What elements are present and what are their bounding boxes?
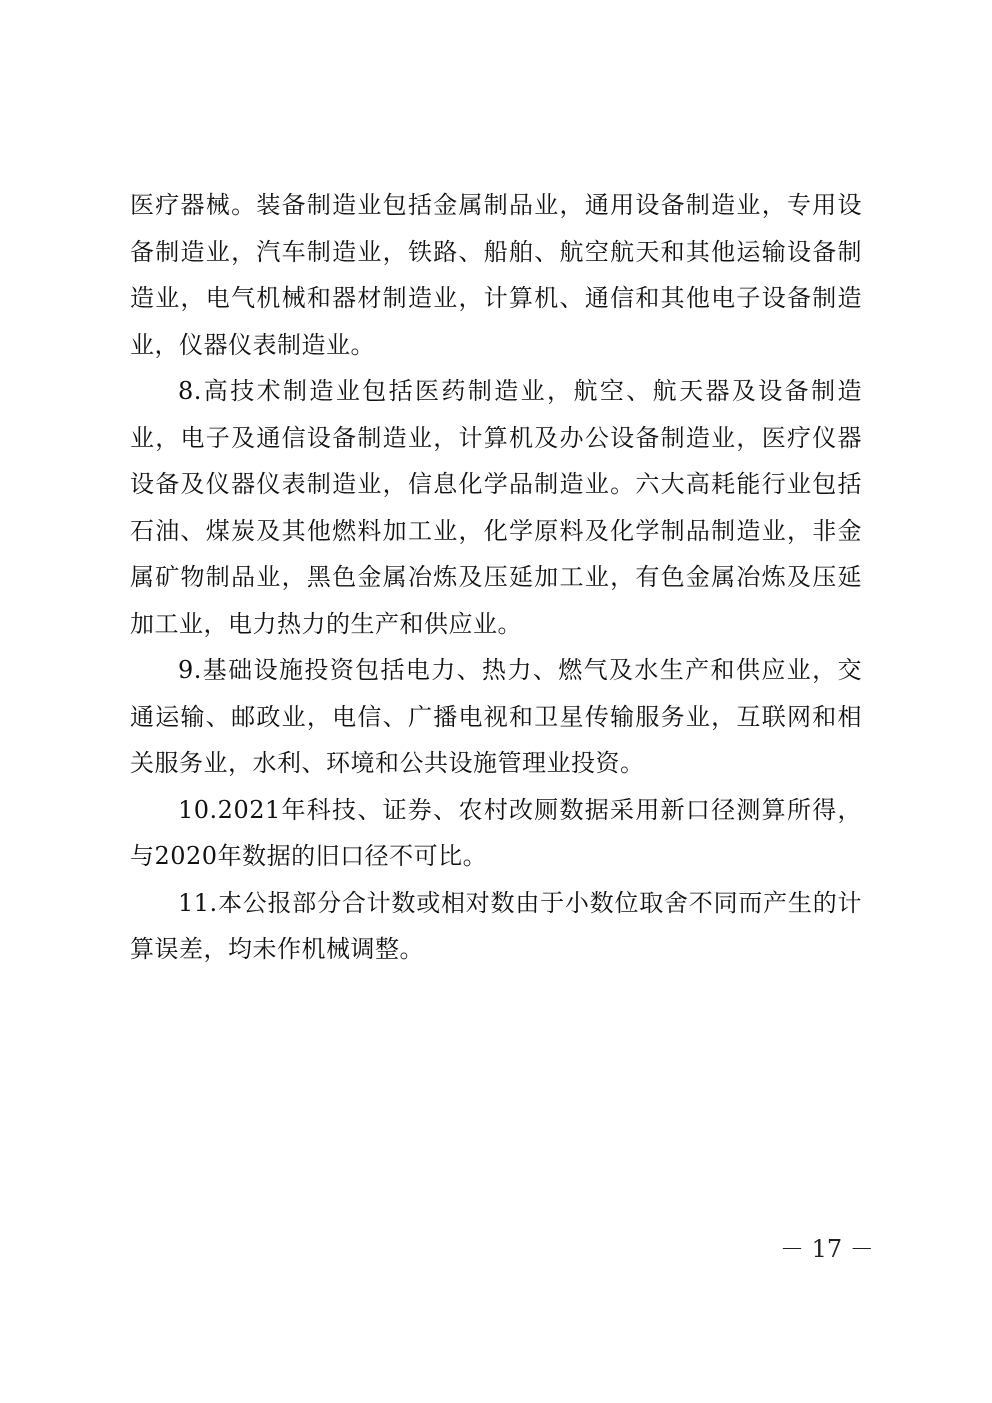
page-number: － 17 －	[780, 1235, 874, 1263]
paragraph-continuation: 医疗器械。装备制造业包括金属制品业，通用设备制造业，专用设备制造业，汽车制造业，铁路、船舶、航空航天和其他运输设备制造业，电气机械和器材制造业，计算机、通信和其他电子设备制造业，仪器仪表制造业。	[130, 191, 862, 359]
paragraph-note-11: 11.本公报部分合计数或相对数由于小数位取舍不同而产生的计算误差，均未作机械调整。	[130, 888, 862, 963]
body-text	[130, 182, 862, 973]
paragraph-note-9: 9.基础设施投资包括电力、热力、燃气及水生产和供应业，交通运输、邮政业，电信、广播电视和卫星传输服务业，互联网和相关服务业，水利、环境和公共设施管理业投资。	[130, 656, 862, 777]
paragraph-note-8: 8.高技术制造业包括医药制造业，航空、航天器及设备制造业，电子及通信设备制造业，计算机及办公设备制造业，医疗仪器设备及仪器仪表制造业，信息化学品制造业。六大高耗能行业包括石油、煤炭及其他燃料加工业，化学原料及化学制品制造业，非金属矿物制品业，黑色金属冶炼及压延加工业，有色金属冶炼及压延加工业，电力热力的生产和供应业。	[130, 377, 862, 638]
paragraph-note-10: 10.2021年科技、证券、农村改厕数据采用新口径测算所得，与2020年数据的旧口径不可比。	[130, 795, 862, 870]
